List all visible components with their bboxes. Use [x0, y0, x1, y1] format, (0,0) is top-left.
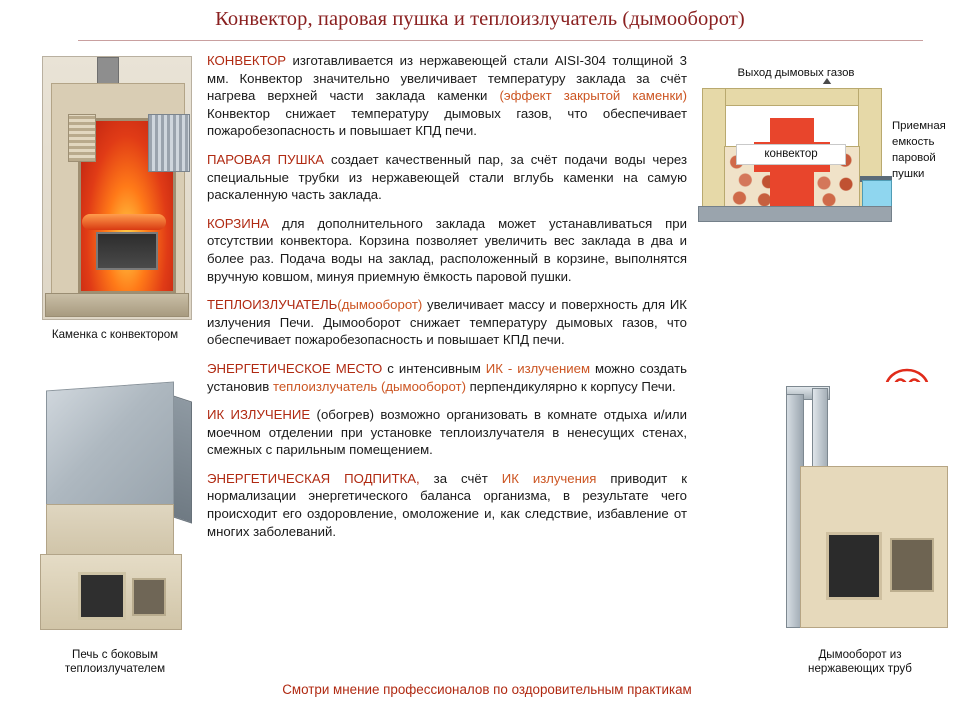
convector-shape: [148, 114, 190, 172]
side-opening-shape: [132, 578, 166, 616]
scheme-firebox-shape: [770, 118, 814, 218]
text-ik-izluchenie: (обогрев) возможно организовать в комнате отдыха и/или моечном отделении при установке теплоизлучателя в ненесущих стенах, смежных с парильным помещением.: [207, 407, 687, 458]
figure-pech-teploizluchatel: [32, 382, 198, 640]
text-ep-2: приводит к нормализации энергетического баланса организма, в результате чего происходит его оздоровление, омоложение и, как следствие, избавление от многих заболеваний.: [207, 470, 687, 539]
figure-dymooborot: [778, 382, 950, 640]
body-text-column: [207, 52, 687, 540]
paragraph-teploizluchatel: [207, 296, 687, 349]
paragraph-parovaya-pushka: [207, 151, 687, 204]
firebox-door-shape: [78, 572, 126, 620]
text-em-3: перпендикулярно к корпусу Печи.: [465, 378, 676, 394]
text-konvektor-2: Конвектор снижает температуру дымовых газов, что обеспечивает пожаробезопасность и повышает КПД печи.: [207, 105, 687, 139]
scheme-water-tank-shape: [862, 180, 892, 208]
label-exit-smoke-gases: Выход дымовых газов: [737, 67, 855, 79]
stone-grid-shape: [68, 114, 96, 162]
keyword-effekt-zakrytoy-kamenki: (эффект закрытой каменки): [499, 88, 687, 104]
keyword-energeticheskaya-podpitka: ЭНЕРГЕТИЧЕСКАЯ ПОДПИТКА,: [207, 470, 420, 486]
paragraph-konvektor: [207, 52, 687, 140]
footer-note: Смотри мнение профессионалов по оздоровительным практикам: [282, 682, 692, 697]
stove-body-shape: [51, 83, 185, 297]
caption-pech: Печь с боковым теплоизлучателем: [64, 648, 166, 675]
label-receiving-tank: Приемная емкость паровой пушки: [892, 120, 946, 180]
keyword-ik-izluchenie-2: ИК излучения: [501, 470, 597, 486]
figure-kamenka-konvektor: [42, 56, 192, 320]
scheme-top-frame-shape: [702, 88, 882, 106]
scheme-base-shape: [698, 206, 892, 222]
caption-kamenka: Каменка с конвектором: [51, 328, 179, 341]
keyword-ik-izluchenie-1: ИК - излучением: [485, 360, 591, 376]
keyword-dymooborot: (дымооборот): [337, 297, 423, 313]
caption-dymooborot: Дымооборот из нержавеющих труб: [808, 648, 912, 675]
text-ep-1: за счёт: [419, 470, 502, 486]
paragraph-ik-izluchenie: [207, 406, 687, 459]
stove-door-shape-2: [826, 532, 882, 600]
text-em-1: с интенсивным: [382, 360, 486, 376]
keyword-konvektor: КОНВЕКТОР: [207, 53, 287, 68]
stove-base-shape: [45, 293, 189, 317]
scheme-left-frame-shape: [702, 88, 726, 220]
figure-scheme-convector: [696, 84, 892, 224]
text-parovaya-pushka: создает качественный пар, за счёт подачи воды через специальные трубки из нержавеющей стали вглубь каменки на самую раскаленную часть заклада.: [207, 151, 687, 203]
text-em-2: можно создать установив: [207, 360, 687, 394]
paragraph-korzina: [207, 215, 687, 285]
keyword-teploizluchatel: ТЕПЛОИЗЛУЧАТЕЛЬ: [207, 297, 338, 313]
keyword-teploizluchatel-dymooborot: теплоизлучатель (дымооборот): [272, 378, 466, 394]
keyword-korzina: КОРЗИНА: [207, 215, 270, 231]
text-teploizluchatel: увеличивает массу и поверхность для ИК излучения Печи. Дымооборот снижает температуру дымовых газов, что обеспечивает пожаробезопасность и повышает КПД печи.: [207, 297, 687, 348]
title-divider: [78, 40, 923, 41]
stove-door-shape: [96, 232, 158, 270]
paragraph-energeticheskaya-podpitka: [207, 470, 687, 540]
keyword-ik-izluchenie: ИК ИЗЛУЧЕНИЕ: [207, 407, 311, 423]
wall-opening-shape: [890, 538, 934, 592]
stainless-pipe-2-shape: [812, 388, 828, 476]
scheme-convector-label: конвектор: [736, 144, 846, 165]
page-title: Конвектор, паровая пушка и теплоизлучатель (дымооборот): [215, 8, 745, 30]
keyword-energeticheskoe-mesto: ЭНЕРГЕТИЧЕСКОЕ МЕСТО: [207, 360, 383, 376]
paragraph-energeticheskoe-mesto: [207, 360, 687, 395]
keyword-parovaya-pushka: ПАРОВАЯ ПУШКА: [207, 151, 325, 167]
text-konvektor-1: изготавливается из нержавеющей стали AISI-304 толщиной 3 мм. Конвектор значительно увеличивает температуру заклада за счёт нагрева верхней части заклада каменки: [207, 53, 687, 104]
text-korzina: для дополнительного заклада может устанавливаться при отсутствии конвектора. Корзина позволяет увеличить вес заклада в два и более раз. Подача воды на заклад, расположенный в корзине, выполнятся вручную ковшом, минуя приемную ёмкость паровой пушки.: [207, 215, 687, 284]
steam-pipe-shape: [82, 214, 166, 230]
stove-upper-block-shape: [46, 504, 174, 560]
radiator-panel-shape: [46, 382, 174, 517]
